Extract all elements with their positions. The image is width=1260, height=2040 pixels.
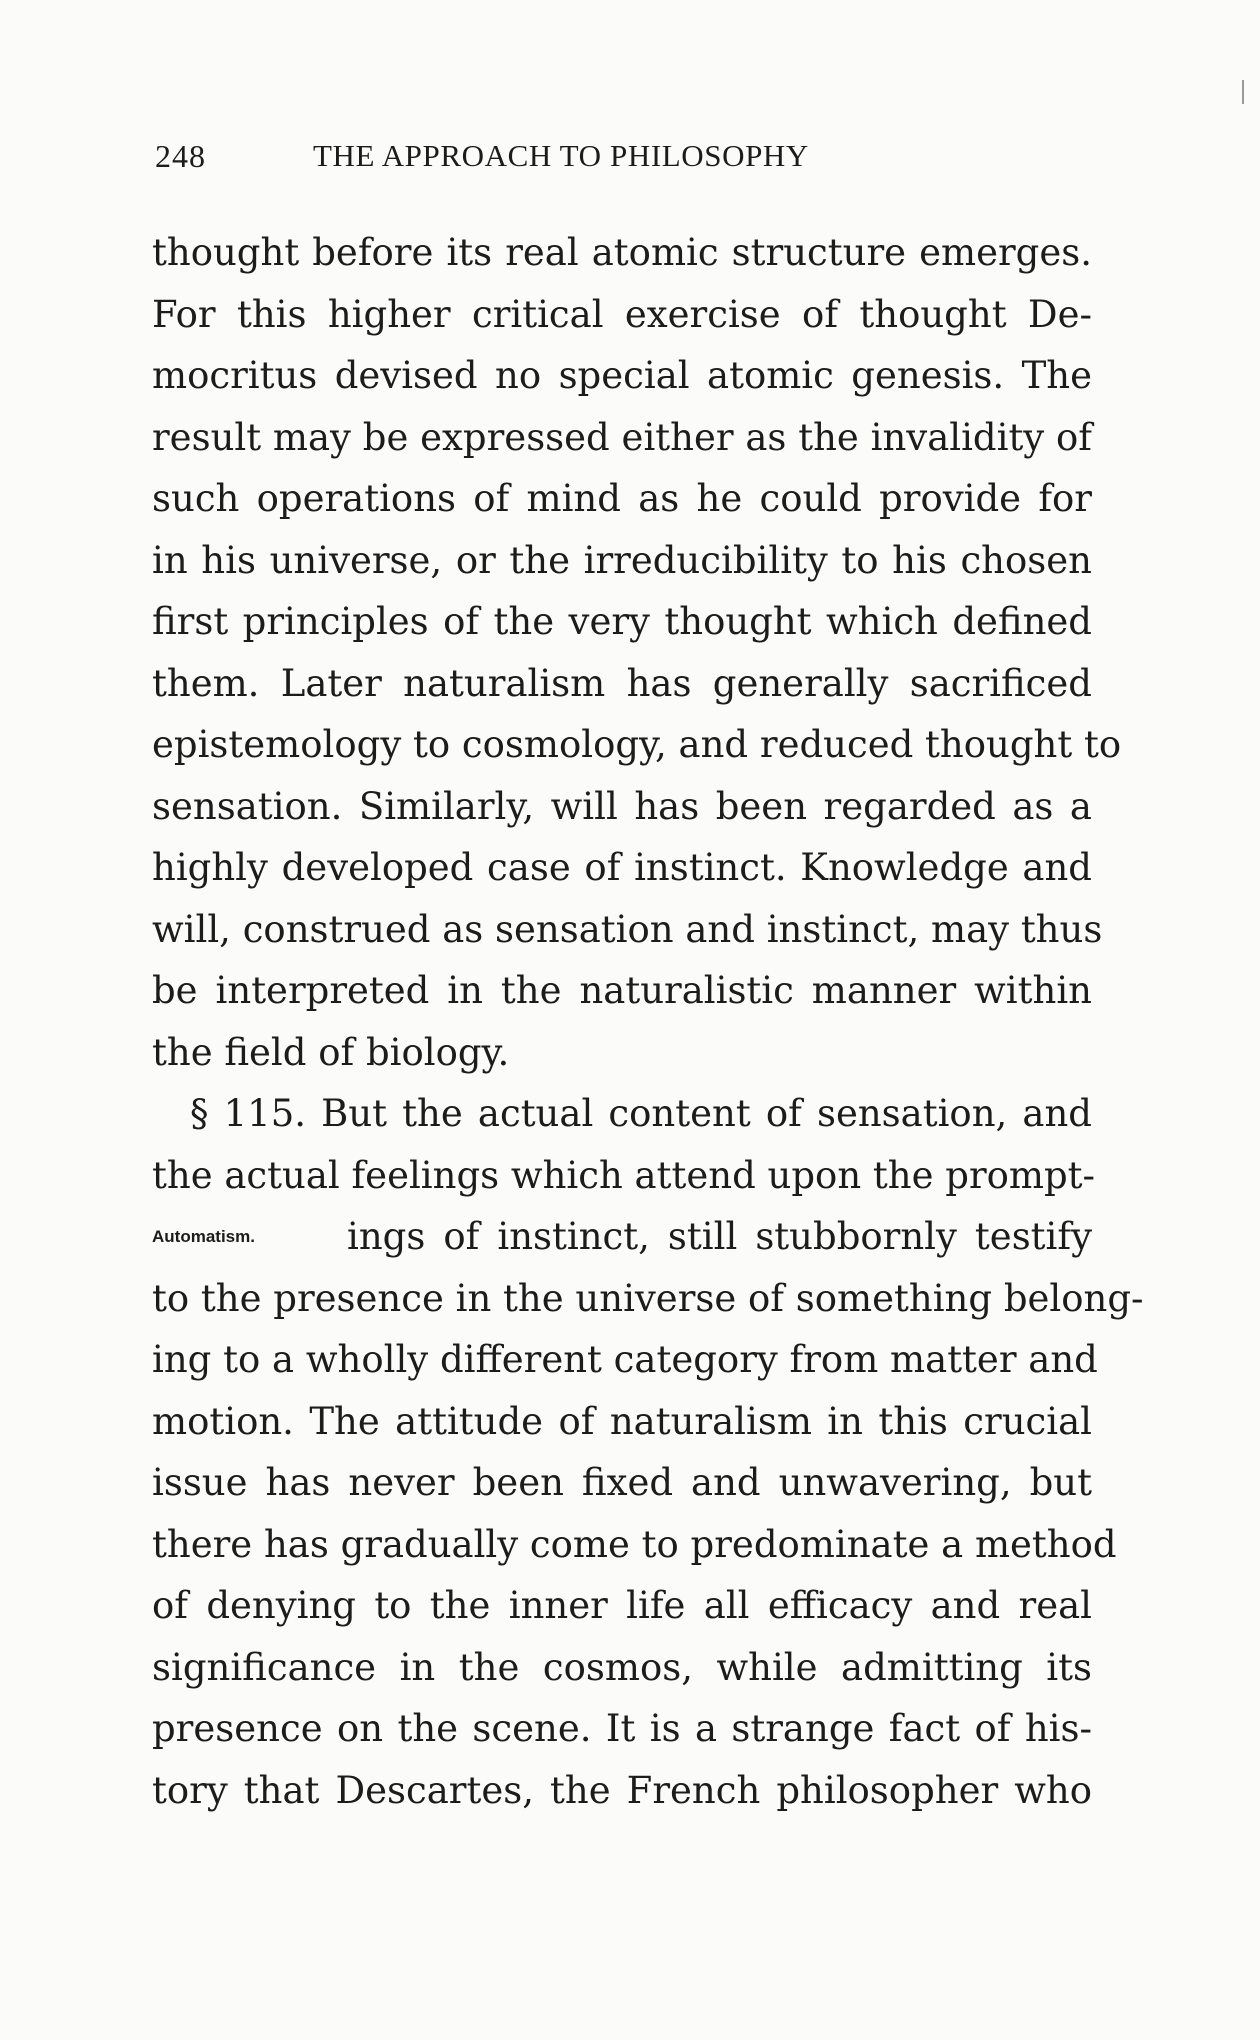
text-line: thought before its real atomic structure emerges. <box>152 231 1092 274</box>
running-head: THE APPROACH TO PHILOSOPHY <box>313 138 809 173</box>
text-line: highly developed case of instinct. Knowledge and <box>152 846 1092 889</box>
text-line: For this higher critical exercise of thought De- <box>152 292 1092 336</box>
text-line: issue has never been fixed and unwavering, but <box>152 1461 1092 1504</box>
page-number: 248 <box>155 138 206 174</box>
text-line: motion. The attitude of naturalism in this crucial <box>152 1399 1092 1443</box>
margin-sidenote: Automatism. <box>152 1227 255 1246</box>
page-header <box>155 138 955 178</box>
text-line: there has gradually come to predominate a method <box>152 1522 1117 1566</box>
text-line: be interpreted in the naturalistic manner within <box>152 969 1092 1012</box>
text-line: ings of instinct, still stubbornly testify <box>347 1215 1092 1258</box>
text-line: mocritus devised no special atomic genesis. The <box>152 354 1092 397</box>
text-line: result may be expressed either as the invalidity of <box>152 415 1092 459</box>
text-line: presence on the scene. It is a strange fact of his- <box>152 1707 1092 1750</box>
paragraph-end-line: the field of biology. <box>152 1030 510 1074</box>
text-line: of denying to the inner life all efficacy and real <box>152 1584 1092 1627</box>
text-line: will, construed as sensation and instinct, may thus <box>152 907 1103 951</box>
line-with-sidenote <box>152 1206 1092 1268</box>
text-line: to the presence in the universe of something belong- <box>152 1276 1144 1320</box>
text-line: significance in the cosmos, while admitting its <box>152 1645 1092 1689</box>
text-line: in his universe, or the irreducibility to his chosen <box>152 538 1092 582</box>
page-edge-mark <box>1242 80 1244 104</box>
text-line: ing to a wholly different category from matter and <box>152 1338 1098 1381</box>
text-line: sensation. Similarly, will has been regarded as a <box>152 784 1092 828</box>
text-line: tory that Descartes, the French philosopher who <box>152 1768 1092 1812</box>
text-line: epistemology to cosmology, and reduced thought to <box>152 723 1122 766</box>
section-115-start-line: § 115. But the actual content of sensation, and <box>190 1092 1092 1135</box>
text-line: the actual feelings which attend upon the prompt- <box>152 1153 1096 1197</box>
text-line: them. Later naturalism has generally sacrificed <box>152 661 1092 705</box>
body-text <box>152 222 1144 1821</box>
text-line: such operations of mind as he could provide for <box>152 477 1092 520</box>
text-line: first principles of the very thought which defined <box>152 600 1092 643</box>
